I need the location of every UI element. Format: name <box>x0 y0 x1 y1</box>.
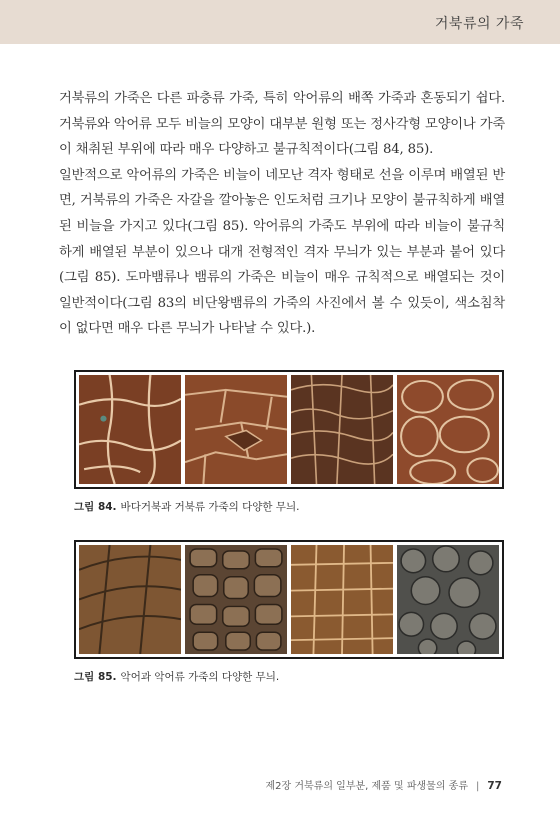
crocodile-leather-photo-1 <box>79 545 181 654</box>
figure-85-image-strip <box>74 540 504 659</box>
footer-chapter-title: 제2장 거북류의 일부분, 제품 및 파생물의 종류 <box>265 781 468 792</box>
crocodile-leather-photo-3 <box>291 545 393 654</box>
tortoise-leather-photo-2 <box>185 375 287 484</box>
crocodile-leather-photo-2 <box>185 545 287 654</box>
tortoise-leather-photo-1 <box>79 375 181 484</box>
figure-caption-text: 바다거북과 거북류 가죽의 다양한 무늬. <box>120 501 300 513</box>
figure-label: 그림 85. <box>74 671 117 683</box>
figure-85-caption <box>74 669 279 684</box>
running-header <box>0 0 560 44</box>
page-number: 77 <box>487 780 502 792</box>
header-title: 거북류의 가죽 <box>434 16 524 32</box>
body-text <box>59 86 505 342</box>
figure-84-caption <box>74 499 300 514</box>
crocodile-leather-photo-4 <box>397 545 499 654</box>
tortoise-leather-photo-4 <box>397 375 499 484</box>
footer-separator: | <box>476 781 480 792</box>
paragraph: 거북류의 가죽은 다른 파충류 가죽, 특히 악어류의 배쪽 가죽과 혼동되기 쉽다. 거북류와 악어류 모두 비늘의 모양이 대부분 원형 또는 정사각형 모양이나 가죽이 채취된 부위에 따라 매우 다양하고 불규칙적이다(그림 84, 85). <box>59 91 505 158</box>
figure-caption-text: 악어과 악어류 가죽의 다양한 무늬. <box>120 671 280 683</box>
figure-84-image-strip <box>74 370 504 489</box>
tortoise-leather-photo-3 <box>291 375 393 484</box>
figure-label: 그림 84. <box>74 501 117 513</box>
page-footer <box>266 777 503 792</box>
paragraph: 일반적으로 악어류의 가죽은 비늘이 네모난 격자 형태로 선을 이루며 배열된 반면, 거북류의 가죽은 자갈을 깔아놓은 인도처럼 크기나 모양이 불규칙하게 배열된 비늘을 가지고 있다(그림 85). 악어류의 가죽도 부위에 따라 비늘이 불규칙하게 배열된 부분이 있으나 대개 전형적인 격자 무늬가 있는 부분과 붙어 있다(그림 85). 도마뱀류나 뱀류의 가죽은 비늘이 매우 규칙적으로 배열되는 것이 일반적이다(그림 83의 비단왕뱀류의 가죽의 사진에서 볼 수 있듯이, 색소침착이 없다면 매우 다른 무늬가 나타날 수 있다.). <box>59 167 505 337</box>
